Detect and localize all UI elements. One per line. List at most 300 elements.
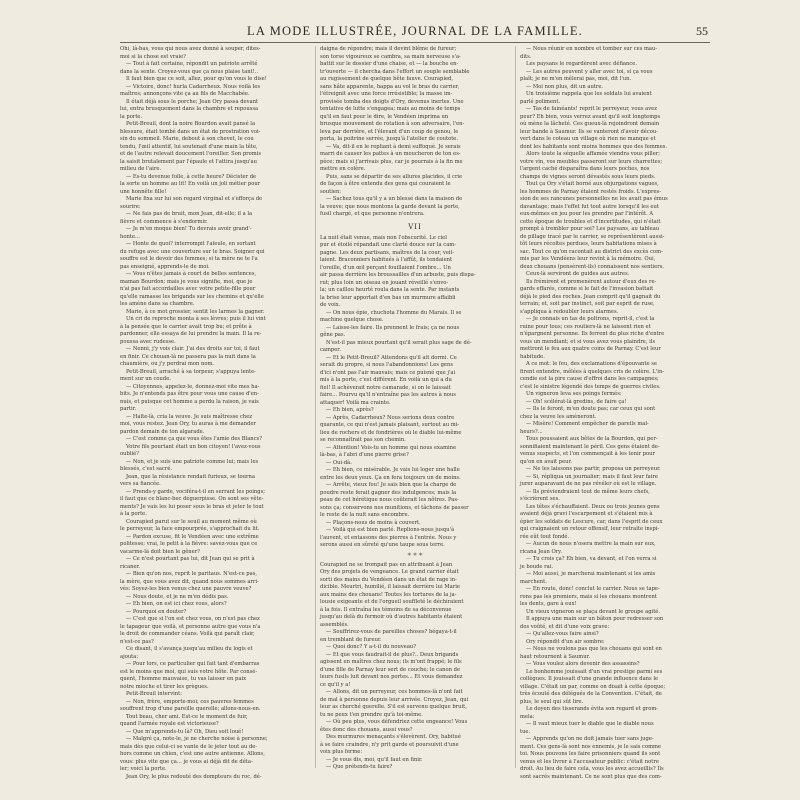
text-line: — Où peu plus, vous défendriez cette engeance! Vous: [326, 719, 468, 725]
text-line: Tout beau, cher ami. Est-ce le moment de fuir,: [126, 713, 248, 720]
text-line: — Tout à fait certaine, répondit un patriote arrêté: [126, 61, 258, 67]
text-line: à la fois. Il entraîna les témoins de sa déconvenue: [320, 606, 452, 613]
text-line: plaît; je ne m'en mêlerai pas, moi, dit l'un.: [520, 76, 632, 82]
text-line: parlé poliment.: [520, 98, 561, 105]
text-line: chaumière, ou j'y perdrai mon nom.: [120, 361, 215, 367]
text-line: de pillage tracé par le carrier, se représentèrent aussi-: [520, 233, 665, 240]
text-line: — Ne fais pas de bruit, mon Jean, dit-elle; il a la: [126, 211, 253, 217]
text-line: Les têtes s'échauffaient. Deux ou trois jeunes gens: [526, 503, 660, 510]
page-header: [120, 22, 710, 44]
text-line: hors comme un chien, c'est une autre antienne. Allons,: [120, 751, 265, 757]
text-line: eux-mêmes en jeu pour les prendre par l'intérêt. A: [520, 211, 654, 217]
text-line: sion de ses rancunes personnelles ne les avait pas émus: [520, 196, 668, 202]
text-line: peur? Eh bien, vous verrez avant qu'il soit longtemps: [520, 113, 661, 120]
text-line: vous un mendiant; et si vous avez vous plaindre, ils: [520, 338, 656, 345]
text-line: leurs fusils luit devant nos portes... Et vous demandez: [320, 674, 463, 680]
text-line: heurs?...: [520, 428, 543, 435]
text-line: lui, entra brusquement dans la chambre et repoussa: [120, 106, 259, 112]
text-line: maîtres; annonçons vite ça au fils de Macchabée.: [120, 91, 250, 97]
text-line: — C'est comme ça que vous êtes l'amie des Blancs?: [126, 436, 262, 442]
text-line: qu'elle ramasse les brigands sur les chemins et qu'elle: [120, 293, 264, 300]
text-line: nuis, et puisque cet homme a perdu la raison, je vais: [120, 398, 259, 405]
text-line: — Les autres peuvent y aller avec toi, si ça vous: [526, 68, 653, 75]
text-line: — Oui-dà.: [326, 459, 352, 466]
text-line: tentative de lutte s'engagea; mais au moins de temps: [320, 106, 461, 112]
text-line: mettront le feu aux quatre coins de Parnay. C'est leur: [520, 346, 661, 352]
text-line: politesse; vrai, le petit à la fièvre: savez-vous que ce: [120, 541, 258, 547]
text-line: Petit-Breuil, arraché à sa torpeur, s'appuya lente-: [126, 368, 256, 375]
text-line: et de l'autre relevait doucement l'oreiller. Son promis: [120, 151, 262, 157]
column-divider: [515, 46, 516, 768]
text-line: d'ici n'ont pas l'air mauvais; mais ce puisné que j'ai: [320, 369, 456, 376]
text-line: quarante, ce qui n'est jamais plaisant, surtout au mi-: [320, 422, 460, 428]
text-line: — Nous ne voulons pas que les chouans qui sont en: [526, 646, 662, 652]
text-line: poussa avec rudesse.: [120, 338, 176, 345]
text-line: gards effarés, comme si le fait de l'invasion battait: [520, 286, 654, 292]
text-line: — Si, répliqua un journalier; mais il faut leur faire: [526, 473, 658, 480]
text-line: — Tas de fainéants! reprit le perreyeur, vous avez: [526, 106, 657, 112]
text-line: cette époque de troubles et d'incertitudes, qui n'était: [520, 218, 661, 225]
text-line: ruine pour tous; ces routiers-là ne laissent rien et: [520, 323, 651, 330]
text-line: — Nous doute, et je ne m'en dédis pas.: [126, 593, 229, 600]
text-line: rut; plus loin un oiseau en jouant réveillé s'envo-: [320, 279, 449, 286]
text-line: aux mains des chouans! Toutes les tortures de la ja-: [320, 591, 457, 598]
text-line: La nuit était venue, mais non l'obscurité. Le ciel: [320, 234, 447, 241]
text-line: — Eh bien, après?: [326, 407, 374, 413]
text-line: vers sa fiancée.: [120, 481, 161, 487]
text-line: du refuge avec une couverture sur le bras. Soigner qui: [120, 248, 265, 255]
text-line: l'auvent, et entassons des pierres à l'entrée. Nous y: [320, 534, 457, 541]
text-line: — Oh! scélérat-là gredins, de faire ça!: [526, 398, 627, 405]
text-line: Alors toute la séquelle affamée viendra vous piller;: [526, 151, 660, 157]
text-line: souffre est le devoir des femmes; si ta mère ne te l'a: [120, 256, 258, 262]
text-line: ricana Jean Ory.: [520, 548, 563, 555]
text-line: Ory répondit d'un air sombre:: [526, 638, 605, 645]
text-line: — Victoire, donc! hurla Cadarrheux. Nous voilà les: [126, 83, 260, 90]
text-line: mais dès que celui-ci se vante de le jeter tout au de-: [120, 743, 258, 750]
text-line: fiel! Il achèverait notre camarade, si on le laissait: [320, 384, 451, 391]
text-line: moi, vous restez. Jean Ory, tu auras à me demander: [120, 421, 256, 427]
text-line: Ce disant, il s'avança jusqu'au milieu du logis et: [126, 646, 253, 652]
text-line: le reste de la nuit sans encombre.: [320, 512, 410, 518]
text-line: mis à la porte, c'est différent. En voilà un qui a du: [320, 377, 452, 383]
text-line: rons pas les premiers, mais si les chouans montrent: [520, 593, 657, 600]
text-line: ce qu'il y a!: [320, 681, 351, 688]
text-line: pardonner, elle essaya de lui prendre la main. Il la re-: [120, 331, 262, 337]
text-line: qu'on en avait peur.: [520, 458, 573, 465]
text-line: — Allons, dit un perreyeur, ces hommes-là n'ont fait: [326, 689, 463, 695]
text-line: l'étreignit avec une force irrésistible; la masse im-: [320, 91, 453, 97]
text-line: — Vous voulez alors devenir des assassins?: [526, 661, 640, 667]
text-line: dicible. Meurtri, humilié, il laissait derrière lui Marie: [320, 584, 460, 590]
text-line: serait du propre, si nous l'abandonnions! Les gens: [320, 362, 453, 368]
text-line: sourire:: [120, 203, 141, 210]
text-line: fièvre et commence à s'endormir.: [120, 218, 208, 225]
text-line: de mal à personne depuis leur arrivée. Croyez, Jean, qui: [320, 696, 469, 703]
text-line: les dents, gare à eux!: [520, 601, 577, 607]
text-line: souffrent trop d'une pareille querelle; allons-nous-en.: [120, 706, 261, 712]
column-1: [120, 46, 310, 780]
text-line: — Et le Petit-Breuil? Attendons qu'il ait dormi. Ce: [326, 354, 457, 361]
text-line: Ceux-là serviront de guides aux autres.: [526, 271, 630, 277]
text-line: au rugissement de quelque bête fauve. Courapied,: [320, 76, 454, 82]
text-line: — Je vous dis, moi, qu'il faut en finir.: [326, 756, 423, 763]
text-line: Courapied parut sur le seuil au moment même où: [126, 518, 257, 525]
text-line: — Qu'allez-vous faire ainsi?: [526, 631, 599, 637]
running-title: LA MODE ILLUSTRÉE, JOURNAL DE LA FAMILLE.: [247, 24, 583, 38]
column-3: [520, 46, 710, 780]
text-line: ments? Je vais les lui poser sous le bras et jeter le tout: [120, 503, 264, 510]
text-line: n'épargnent personne. Ils ferrent du plus riche d'entre: [520, 331, 665, 337]
text-line: Ils frémirent et promenèrent autour d'eux des re-: [526, 278, 657, 285]
text-line: la sorte un homme au lit! En voilà un joli métier pour: [120, 181, 261, 187]
text-line: provisée tomba des doigts d'Ory, devenus inertes. Une: [320, 98, 464, 105]
text-line: tu ne peux t'en prendre qu'à toi-même.: [320, 711, 423, 718]
text-line: blessés, c'est sacré.: [120, 466, 173, 472]
text-line: c'est le sinistre légendé des temps de guerres civiles.: [520, 383, 661, 390]
text-line: venus et les livrer à l'accusateur public: c'était notre: [520, 758, 659, 765]
text-line: — Laisse-les faire. Ils prennent le frais; ça ne nous: [326, 324, 460, 331]
text-line: moi si la chose est vraie?: [120, 53, 186, 60]
text-line: — Va, dit-il en le repliant à demi suffoqué. Je serais: [326, 143, 461, 150]
text-line: avaient déjà gravi l'escarpement et s'étaient mis à: [520, 511, 653, 517]
text-line: — Il vaut mieux tuer le diable que le diable nous: [526, 721, 654, 727]
text-line: s'écrièrent ses.: [520, 496, 560, 502]
text-line: — Ils le feront, m'en doute pas; car ceux qui sont: [526, 406, 656, 412]
text-line: l'argent caché disparaîtra dans leurs poches, nos: [520, 166, 650, 172]
text-line: brusque mouvement de rotation à son adversaire, l'en-: [320, 121, 465, 127]
column-divider: [315, 46, 316, 768]
text-line: là-bas, à l'abri d'une pierre grise?: [320, 452, 409, 458]
text-line: poudre reste ferait gagner des indulgences; mais la: [320, 489, 457, 496]
text-line: — Je connais un tas de poltrons, reprit-il, c'est la: [526, 316, 655, 322]
text-line: — Pardon excuse, fit le Vendéen avec une extrême: [126, 533, 259, 540]
header-rule: [120, 42, 710, 43]
text-line: à se faire craindre, n'y prit garde et poursuivit d'une: [320, 741, 459, 748]
text-line: votre vin, vos meubles passeront sur leurs charrettes;: [520, 158, 663, 165]
column-2: [320, 46, 510, 768]
text-line: ment sur un coude.: [120, 376, 171, 382]
text-line: dont les habitants sont moins hommes que des femmes.: [520, 143, 668, 150]
text-line: — Non, frère, emporte-moi; ces pauvres femmes: [126, 698, 254, 705]
text-line: Ory des projets de vengeance. Le grand carrier était: [320, 569, 459, 575]
text-line: leur bande à Saumur. Ils se vanteront d'avoir décou-: [520, 128, 658, 135]
text-line: — Pourquoi en douter?: [126, 608, 187, 615]
text-line: — Nous réunir en nombre et tomber sur ces mau-: [526, 46, 658, 52]
text-line: de façon à être entendu des gens qui couraient le: [320, 181, 451, 187]
text-line: en tremblant de fureur.: [320, 636, 382, 643]
text-line: — Voilà qui est bien parlé. Replions-nous jusqu'à: [326, 527, 455, 533]
text-line: — Sachez tous qu'il y a un blessé dans la maison de: [326, 196, 463, 202]
text-line: une honnête fille!: [120, 188, 167, 195]
text-line: marri de causer les pattes à un moucheron de ton es-: [320, 151, 461, 157]
text-line: honte...: [120, 233, 140, 240]
text-line: pas enseigné, apprends-le de moi.: [120, 263, 210, 270]
text-line: pardon demain de ton algarade.: [120, 428, 205, 435]
text-line: en finir. Ce chouan-là ne passera pas la nuit dans la: [120, 353, 256, 360]
text-line: Il était déjà sous le porche; Jean Ory passa devant: [126, 98, 259, 105]
text-line: sans hâte apparente, happa au vol le bras du carrier,: [320, 83, 460, 90]
text-line: jurer auparavant de ne pas révéler où est le village.: [520, 481, 657, 487]
text-line: firent entendre, mêlées à quelques cris de colère. L'in-: [520, 368, 665, 375]
text-line: son torse vigoureux se cambra, sa main nerveuse s'a-: [320, 53, 461, 60]
text-line: ricaner.: [120, 563, 141, 570]
text-line: il faut que ce blanc-bec déguerpisse. On sont ses vête-: [120, 496, 264, 502]
text-line: — On nous épie, chuchota l'homme du Marais. Il se: [326, 309, 462, 316]
text-line: se reconnaîtrait pas son chemin.: [320, 437, 406, 443]
text-line: — Misère! Comment empêcher de pareils mal-: [526, 421, 649, 427]
text-line: vous: plus vite que ça... je vous ai déjà dit de déta-: [120, 758, 253, 765]
text-line: la; un caillou heurté roula dans la sente. Par instants: [320, 287, 460, 293]
section-divider: * * *: [407, 551, 423, 560]
text-line: mis par les Vendéens leur revint à la mémoire. Oui,: [520, 256, 656, 262]
text-line: Marie, à ce mot grossier, sentit les larmes la gagner.: [126, 308, 265, 315]
text-line: la saisit brutalement par l'épaule et l'attira jusqu'au: [120, 158, 257, 165]
text-line: dits.: [520, 53, 532, 60]
text-line: — Prends-y garde, vociféra-t-il en serrant les poings;: [126, 488, 265, 495]
text-line: venus suspects, et l'on commençait à les tenir pour: [520, 451, 655, 457]
text-line: dos voûté, et dit d'une voix grave:: [520, 623, 610, 630]
text-line: lousie exigeante et de l'orgueil souffleté le déchiraient: [320, 599, 464, 605]
text-line: Un vigneron leva ses poings fermés:: [526, 391, 622, 397]
text-line: jusqu'au delà du fermoir où d'autres habitants étaient: [320, 614, 463, 620]
text-line: tôt leurs récoltes perdues, leurs habitations mises à: [520, 241, 657, 247]
text-line: — Honte de quoi? interrompit l'aïeule, en sortant: [126, 241, 256, 247]
text-line: — Quoi donc? Y a-t-il du nouveau?: [326, 644, 417, 650]
text-line: — Halte-là, cria la veuve. Je suis maîtresse chez: [126, 413, 253, 420]
text-line: notre mioche et tirer les grègues.: [120, 683, 209, 690]
text-line: — Pour lors, ce particulier qui fait tant d'embarras: [126, 661, 260, 667]
text-line: le tapageur que voilà, et personne autre que vous n'a: [120, 623, 261, 630]
text-line: Le doyen des tisserands évita son regard et grom-: [526, 706, 659, 712]
text-line: — En route, donc! conclut le carrier. Nous se tape-: [526, 586, 660, 592]
text-line: battit sur le dossier d'une chaise, et — la bouche en-: [320, 61, 459, 67]
text-line: ment. Ces gens-là sont nos ennemis, je le sais comme: [520, 743, 661, 750]
text-line: — Aucun de nous n'osera mettre la main sur eux,: [526, 541, 656, 547]
text-line: leur as cherché querelle. S'il est survenu quelque bruit,: [320, 704, 467, 710]
text-line: — C'est que si l'on est chez vous, on n'est pas chez: [126, 616, 260, 622]
text-line: mela:: [520, 713, 535, 720]
text-line: vert dans le coteau un village où rien ne manque et: [520, 136, 656, 142]
text-line: machine quelque chose.: [320, 317, 384, 323]
text-line: serons aussi en sûreté qu'une taupe sous terre.: [320, 542, 445, 548]
text-line: la mère, que vous avez dit, quand nous sommes arri-: [120, 578, 259, 585]
text-line: pagne. Les deux partisans, maîtres de la cour, veil-: [320, 249, 454, 256]
text-line: porta, la poitrine serrée, jusqu'à l'atelier de coutote.: [320, 136, 459, 142]
text-line: — Malgré ça, note-le, je ne cherche noise à personne;: [126, 736, 268, 742]
text-line: attaquer! Voilà ma crainte.: [320, 399, 391, 406]
text-line: — Moi non plus, dit un autre.: [526, 83, 604, 90]
text-line: Un vieux vigneron se plaça devant le groupe agité.: [526, 608, 660, 615]
text-line: — Citoyennes, appelez-le, donnez-moi vite mes ha-: [126, 383, 260, 390]
text-line: — Nenni, j'y vois clair. J'ai des droits sur toi, il faut: [126, 346, 260, 352]
text-line: êtes donc des chouans, aussi vous?: [320, 726, 413, 733]
text-line: n'ai pas fait accordailles avec votre petite-fille pour: [120, 286, 256, 292]
text-line: Il appuya une main sur un bâton pour redresser son: [526, 616, 664, 622]
text-line: — Après, Cadarrheux? Nous serions deux contre: [326, 414, 455, 421]
text-line: Les paysans le regardèrent avec défiance.: [526, 61, 637, 67]
text-line: épier les soldats de Lescure, car, dans l'esprit de ceux: [520, 518, 663, 525]
text-line: — Attention! Vois-tu un homme qui nous examine: [326, 444, 457, 451]
text-line: Jean, que la résistance rendait furieux, se tourna: [126, 473, 255, 480]
text-line: — Plaçons-nous de moins à couvert.: [326, 519, 421, 526]
text-line: pur et étoilé répandait une clarté douce sur la cam-: [320, 242, 456, 248]
text-line: où mène la lâcheté. Ces gueux-là rejoindront demain: [520, 121, 660, 127]
text-line: pèce; mais si j'arrivais plus, car je pourrais à la fin me: [320, 158, 463, 165]
text-line: quand l'armée royale est victorieuse?: [120, 721, 219, 727]
text-line: collègues. Il jouissait d'une grande influence dans le: [520, 676, 659, 682]
text-line: Jean Ory, le plus redouté des dompteurs du roc, dé-: [126, 773, 262, 780]
text-line: milieu de l'aire.: [120, 166, 162, 172]
text-line: — Bien qu'on nos, reprit le paritaus. N'est-ce pas,: [126, 571, 258, 577]
text-line: prompt à trembler pour soi? Les paysans, au tableau: [520, 226, 660, 232]
text-line: Un troisième rappela que les soldats lui avaient: [526, 91, 652, 97]
text-line: A ce mot: le feu, des exclamations d'épouvante se: [526, 361, 657, 367]
text-line: soutien:: [320, 188, 342, 195]
text-line: — Souffrirez-vous de pareilles choses? bégaya-t-il: [326, 629, 457, 635]
text-line: — Moi aussi, je marcherai maintenant si les amis: [526, 571, 656, 577]
text-line: déjà le pied des roches. Jean comprit qu'il gagnait du: [520, 293, 661, 300]
text-line: N'est-il pas mieux pourtant qu'il serait plus sage de dé-: [326, 339, 472, 346]
text-line: peau de cet hérétique nous coûterait les nôtres. Pas-: [320, 497, 459, 503]
text-line: le perreyeur, la face empourprée, s'approchait du lit.: [120, 526, 260, 532]
text-line: — Eh bien, on est ici chez vous, alors?: [126, 601, 227, 607]
text-line: — Ce n'est pourtant pas lui, dit Jean qui se prit à: [126, 556, 255, 562]
text-line: oublié?: [120, 451, 139, 457]
text-line: Le bonhomme jouissait d'un vrai prestige parmi ses: [526, 668, 663, 675]
text-line: de voix.: [320, 302, 341, 308]
text-line: d'une fille de Parnay leur sert de couche; le canon de: [320, 666, 461, 673]
text-line: sons ça; conservons nos munitions, et tâchons de passer: [320, 504, 469, 511]
text-line: à la porte.: [120, 511, 147, 517]
text-line: droit. Au lieu de faire cela, vous les avez accueillis? Ils: [520, 766, 664, 772]
text-line: toi. Nous pouvons les faire prisonniers quand ils sont: [520, 751, 661, 757]
text-line: terrain; et, soit par instinct, soit par esprit de ruse,: [520, 301, 655, 307]
text-line: champs de vignes seront dévastés sous leurs pieds.: [520, 173, 656, 180]
text-line: tue.: [520, 728, 531, 735]
page-number: 55: [696, 24, 708, 38]
text-line: sorti des mains du Vendéen dans un état de rage in-: [320, 576, 457, 583]
text-line: — Je m'en moque bien! Tu devrais avoir grand'-: [126, 226, 252, 232]
text-line: Petit-Breuil intervint:: [126, 691, 182, 697]
text-line: vacarme-là doit bien le gêner?: [120, 548, 200, 555]
text-line: dans la sente. Croyez-vous que ça nous plaise tant!..: [120, 68, 258, 75]
text-line: ajouta:: [120, 653, 139, 660]
text-line: — Arrête, vieux fou! Je sais bien que la charge de: [326, 482, 457, 488]
text-line: je boude rai.: [520, 563, 554, 570]
text-line: quent, l'homme mauvaise, tu vas laisser en paix: [120, 676, 247, 682]
text-line: Marie fixa sur lui son regard virginal et s'efforça de: [126, 196, 263, 202]
text-line: bits. Je n'entends pas être pour vous une cause d'en-: [120, 391, 259, 397]
text-line: ler; voici la porte.: [120, 766, 167, 772]
text-line: sac. Tout ce qu'on racontait au district des excès com-: [520, 248, 663, 255]
text-line: qui craignaient un retour offensif, leur retraite inspi-: [520, 526, 660, 532]
text-line: assemblés.: [320, 621, 349, 628]
text-line: lieu de rochers et de fondrières où le diable lui-même: [320, 429, 462, 436]
text-line: Des murmures menaçants s'élevèrent. Ory, habitué: [326, 734, 461, 740]
text-line: la porte.: [120, 113, 143, 120]
text-line: n'est-ce pas?: [120, 638, 154, 645]
text-line: camper.: [320, 347, 341, 353]
text-line: — Tu crois ça? Eh bien, va devant, et l'on verra si: [526, 556, 657, 562]
text-line: les amène dans sa chambre.: [120, 301, 195, 307]
text-line: blessure, était tombé dans un état de prostration voi-: [120, 128, 261, 135]
text-line: — Non, et je suis une patriote comme lui; mais les: [126, 458, 259, 465]
text-line: à la pensée que le carrier avait trop bu; et prête à: [120, 323, 252, 330]
text-line: rée eût tout fondé.: [520, 533, 570, 540]
text-line: Tous poussaient aux bêtes de la Bourdon, qui per-: [526, 436, 658, 442]
text-line: air passa derrière les broussailles d'un arbuste, puis dispa-: [320, 272, 476, 278]
text-columns: [120, 46, 710, 780]
text-line: laient. Braconniers habitués à l'affût, ils tendaient: [320, 257, 453, 263]
text-line: Tout ça Ory s'était borné aux objurgations vagues,: [526, 181, 659, 187]
text-line: Il faut bien que ce soit, allez, pour qu'on vous le dise!: [126, 76, 267, 82]
text-line: Petit-Breuil, dont la noire Bourdon avait pansé la: [126, 121, 256, 127]
text-line: l'oreille, d'un œil perçant fouillaient l'ombre... Un: [320, 264, 451, 271]
text-line: marchent.: [520, 578, 547, 585]
text-line: partir.: [120, 406, 137, 412]
text-line: tr'ouverte — il chercha dans l'effort un souple semblable: [320, 68, 470, 75]
text-line: village. C'était un par, comme on disait à cette époque;: [520, 683, 666, 690]
text-line: est le moins que moi, qui suis votre hôte. Par consé-: [120, 668, 258, 675]
text-line: qu'il en faut pour le dire, le Vendéen imprima un: [320, 113, 449, 120]
text-line: deux chouans (pensèrent-ils) connaissent nos sentiers.: [520, 263, 665, 270]
text-line: agissent en maîtres chez nous; ils m'ont frappé; le fils: [320, 659, 462, 665]
text-line: — Ils préviendraient tout de même leurs chefs,: [526, 488, 650, 495]
text-line: Puis, sans se départir de ses allures placides, il crie: [326, 173, 463, 180]
text-line: Votre fils pourtant était un bon citoyen! l'avez-vous: [126, 443, 261, 450]
text-line: sont sacrés maintenant. Ce ne sont plus que des com-: [520, 773, 662, 780]
text-line: — Ne les laissons pas partir, proposa un perreyeur.: [526, 466, 661, 472]
text-line: maman Bourdon; mais je vous signifie, moi, que je: [120, 278, 253, 285]
text-line: faire... Pourvu qu'il n'entraîne pas les autres à nous: [320, 392, 456, 398]
text-line: habitude.: [520, 353, 545, 360]
chapter-heading: VII: [408, 222, 422, 231]
text-line: — Que m'apprends-tu là? Oh, Dieu soit loué!: [126, 728, 244, 735]
text-line: leva par derrière, et l'élevant d'un coup de genou, le: [320, 128, 459, 135]
text-line: le droit de commander céans. Voilà qui paraît clair,: [120, 631, 255, 637]
text-line: gêne pas.: [320, 332, 346, 338]
text-line: cendie est la pire cause d'effroi dans les campagnes;: [520, 376, 659, 382]
text-line: la brise leur apportait d'en bas un murmure affaibli: [320, 294, 456, 301]
text-line: s'appliqua à redoubler leurs alarmes.: [520, 308, 619, 315]
text-line: mettre en colère.: [320, 166, 366, 172]
text-line: Un cri de reproche monta à ses lèvres; puis il lui vint: [126, 316, 266, 322]
text-line: — Et que vous faudrait-il de plus?.. Deux brigands: [326, 651, 459, 658]
text-line: sonnifiaient maintenant le péril. Ces gens étaient de-: [520, 443, 660, 450]
text-line: les hommes de Parnay étaient restés froids. L'expres-: [520, 188, 661, 195]
text-line: Ohi, là-bas, vous qui nous avez donné à souper, dites-: [120, 46, 261, 52]
text-line: daigna de répondre; mais il devint blême de fureur;: [320, 46, 457, 52]
text-line: sin du sommeil. Marie, debout à son chevet, le cou: [120, 136, 254, 142]
text-line: vés: Soyez-les bien venus chez une pauvre veuve?: [120, 586, 252, 592]
text-line: — Apprends qu'on ne doit jamais tuer sans juge-: [526, 736, 654, 742]
text-line: entre les deux yeux. Ça en fera toujours un de moins.: [320, 474, 461, 481]
text-line: — Es-tu devenue folle, à cette heure? Décister de: [126, 173, 257, 180]
text-line: davantage; mais l'effet fut tout autre lorsqu'il les eut: [520, 203, 659, 210]
text-line: tendu, l'œil attentif, lui soutenait d'une main la tête,: [120, 143, 258, 150]
text-line: — Eh bien, ce misérable. Je vais lui loger une balle: [326, 467, 460, 473]
text-line: haut retournent à Saumur.: [520, 653, 591, 660]
text-line: plus, le seul qui sût lire.: [520, 698, 584, 705]
text-line: — Vous n'êtes jamais à court de belles sentences,: [126, 271, 257, 277]
text-line: — Que prétends-tu faire?: [326, 764, 393, 770]
text-line: chez la veuve les amèneront.: [520, 413, 597, 420]
text-line: Courapied ne se trompait pas en attribuant à Jean: [320, 561, 453, 568]
text-line: la veuve; que nous montons la garde devant la porte,: [320, 203, 460, 210]
text-line: fusil chargé, et que personne n'entrera.: [320, 211, 425, 217]
text-line: très écouté des délégués de la Convention. C'était, de: [520, 691, 662, 697]
